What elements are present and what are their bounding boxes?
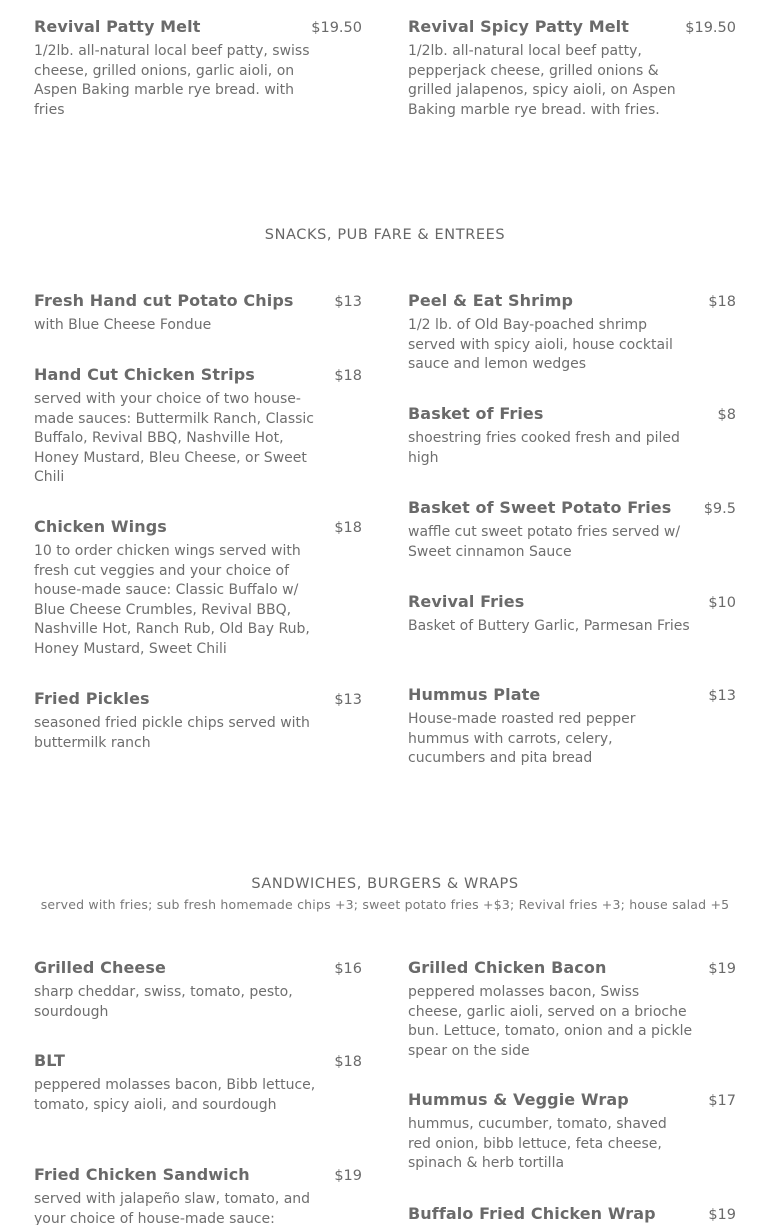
- section-subtitle: served with fries; sub fresh homemade chips +3; sweet potato fries +$3; Revival fries +3; house salad +5: [40, 897, 730, 912]
- item-price: $13: [708, 688, 736, 704]
- item-description: with Blue Cheese Fondue: [34, 317, 212, 333]
- menu-item: [408, 592, 736, 637]
- item-price: $9.5: [703, 501, 736, 517]
- menu-item: [408, 1204, 736, 1225]
- item-name: Chicken Wings: [34, 517, 167, 536]
- item-name: Basket of Sweet Potato Fries: [408, 498, 672, 517]
- item-price: $8: [717, 407, 736, 423]
- item-name: Buffalo Fried Chicken Wrap: [408, 1204, 656, 1223]
- item-name: Revival Fries: [408, 592, 525, 611]
- item-price: $10: [708, 595, 736, 611]
- item-description: 1/2lb. all-natural local beef patty, swiss cheese, grilled onions, garlic aioli, on Aspen Baking marble rye bread. with fries: [34, 43, 310, 118]
- menu-item: [408, 498, 736, 562]
- item-description: 1/2lb. all-natural local beef patty, pepperjack cheese, grilled onions & grilled jalapenos, spicy aioli, on Aspen Baking marble rye bread. with fries.: [408, 43, 676, 118]
- item-description: sharp cheddar, swiss, tomato, pesto, sourdough: [34, 984, 293, 1020]
- item-price: $19: [708, 1207, 736, 1223]
- item-price: $18: [334, 368, 362, 384]
- menu-item: [34, 517, 362, 660]
- item-name: Fried Chicken Sandwich: [34, 1165, 250, 1184]
- item-description: Basket of Buttery Garlic, Parmesan Fries: [408, 618, 690, 634]
- item-description: waffle cut sweet potato fries served w/ Sweet cinnamon Sauce: [408, 524, 681, 560]
- menu-item: [408, 291, 736, 375]
- item-description: peppered molasses bacon, Swiss cheese, garlic aioli, served on a brioche bun. Lettuce, tomato, onion and a pickle spear on the side: [408, 984, 693, 1059]
- item-description: served with your choice of two house-made sauces: Buttermilk Ranch, Classic Buffalo, Revival BBQ, Nashville Hot, Honey Mustard, Bleu Cheese, or Sweet Chili: [34, 391, 314, 486]
- menu-item: [408, 17, 736, 120]
- section-title: SNACKS, PUB FARE & ENTREES: [264, 227, 506, 243]
- item-price: $19.50: [311, 20, 362, 36]
- item-name: Hand Cut Chicken Strips: [34, 365, 255, 384]
- item-description: House-made roasted red pepper hummus with carrots, celery, cucumbers and pita bread: [408, 711, 636, 767]
- item-description: peppered molasses bacon, Bibb lettuce, tomato, spicy aioli, and sourdough: [34, 1077, 316, 1113]
- menu-item: [34, 17, 362, 120]
- item-description: 10 to order chicken wings served with fresh cut veggies and your choice of house-made sauce: Classic Buffalo w/ Blue Cheese Crumbles, Revival BBQ, Nashville Hot, Ranch Rub, Old Bay Rub, Honey Mustard, Sweet Chili: [34, 543, 310, 657]
- item-name: Hummus Plate: [408, 685, 541, 704]
- item-name: Grilled Chicken Bacon: [408, 958, 607, 977]
- item-price: $19: [334, 1168, 362, 1184]
- item-price: $19: [708, 961, 736, 977]
- item-description: seasoned fried pickle chips served with buttermilk ranch: [34, 715, 310, 751]
- item-price: $19.50: [685, 20, 736, 36]
- menu-item: [408, 685, 736, 769]
- item-description: 1/2 lb. of Old Bay-poached shrimp served with spicy aioli, house cocktail sauce and lemon wedges: [408, 317, 673, 373]
- item-price: $18: [334, 520, 362, 536]
- item-price: $18: [708, 294, 736, 310]
- item-price: $16: [334, 961, 362, 977]
- item-description: served with jalapeño slaw, tomato, and your choice of house-made sauce:: [34, 1191, 311, 1225]
- item-name: Fried Pickles: [34, 689, 150, 708]
- item-price: $13: [334, 692, 362, 708]
- item-name: BLT: [34, 1051, 65, 1070]
- item-name: Hummus & Veggie Wrap: [408, 1090, 629, 1109]
- item-name: Grilled Cheese: [34, 958, 166, 977]
- item-description: shoestring fries cooked fresh and piled high: [408, 430, 680, 466]
- item-name: Fresh Hand cut Potato Chips: [34, 291, 294, 310]
- menu-item: [34, 365, 362, 488]
- item-name: Revival Spicy Patty Melt: [408, 17, 630, 36]
- item-name: Peel & Eat Shrimp: [408, 291, 574, 310]
- item-name: Basket of Fries: [408, 404, 544, 423]
- menu-item: [34, 1051, 362, 1115]
- menu-item: [408, 1090, 736, 1174]
- menu-item: [34, 689, 362, 753]
- item-price: $18: [334, 1054, 362, 1070]
- menu-item: [34, 958, 362, 1022]
- section-title: SANDWICHES, BURGERS & WRAPS: [251, 876, 519, 892]
- menu-item: [34, 1165, 362, 1225]
- item-name: Revival Patty Melt: [34, 17, 201, 36]
- item-price: $17: [708, 1093, 736, 1109]
- menu-item: [408, 404, 736, 468]
- item-description: hummus, cucumber, tomato, shaved red onion, bibb lettuce, feta cheese, spinach & herb tortilla: [408, 1116, 667, 1172]
- menu-item: [34, 291, 362, 336]
- menu-item: [408, 958, 736, 1061]
- item-price: $13: [334, 294, 362, 310]
